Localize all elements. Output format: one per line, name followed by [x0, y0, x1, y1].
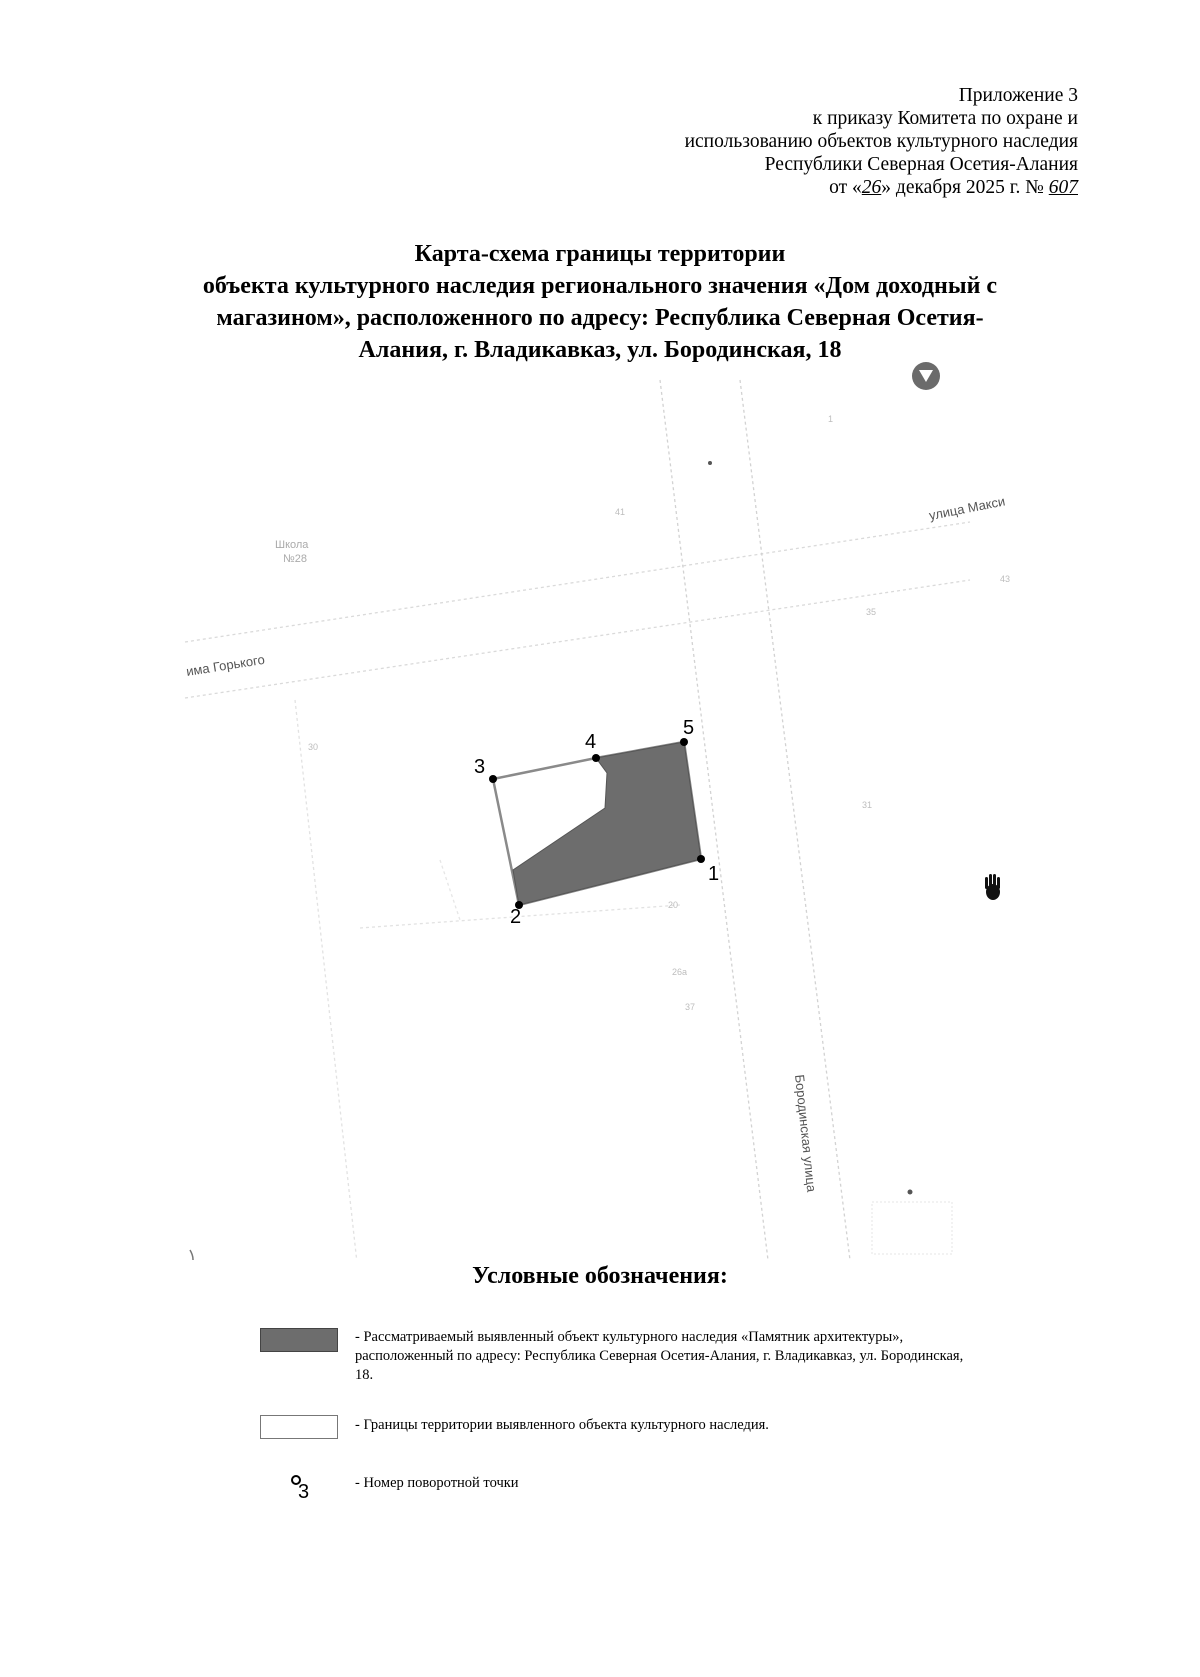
boundary-point-5 [680, 717, 694, 746]
legend-text: - Номер поворотной точки [355, 1475, 519, 1491]
date-prefix: от « [829, 177, 862, 198]
boundary-point-4 [585, 731, 600, 762]
legend-point-sample [289, 1473, 319, 1513]
order-number: 607 [1048, 177, 1078, 198]
point-label: 1 [708, 863, 720, 885]
boundary-point-2 [510, 901, 523, 928]
street-label-borodinskaya: Бородинская улица [792, 1073, 820, 1193]
title-line: объекта культурного наследия регионального значения «Дом доходный с [202, 273, 998, 299]
appendix-line: Республики Северная Осетия-Алания [764, 154, 1078, 175]
point-label: 3 [474, 756, 486, 778]
title-line: Алания, г. Владикавказ, ул. Бородинская, 18 [358, 337, 842, 363]
legend-point-number: 3 [298, 1481, 310, 1503]
date-day: 26 [861, 177, 882, 198]
house-number: 26а [672, 967, 688, 977]
legend-swatch-object [260, 1328, 338, 1352]
place-marker-icon [912, 362, 940, 390]
road-line [185, 580, 970, 698]
school-number-label: №28 [283, 553, 308, 565]
point-label: 2 [510, 906, 522, 928]
house-number: 30 [308, 742, 319, 752]
hand-icon [985, 874, 1000, 900]
house-number: 41 [615, 507, 626, 517]
road-line [295, 700, 360, 1260]
point-label: 4 [585, 731, 597, 753]
legend-text: - Рассматриваемый выявленный объект культурного наследия «Памятник архитектуры», расположенный по адресу: Республика Северная Осетия-Алания, г. Владикавказ, ул. Бородинская, 18. [355, 1329, 964, 1383]
appendix-date-line [518, 176, 1078, 199]
appendix-header [518, 84, 1078, 199]
street-label-maxim: улица Макси [927, 493, 1007, 523]
house-number: 20 [668, 900, 679, 910]
title-line: магазином», расположенного по адресу: Республика Северная Осетия- [216, 305, 984, 331]
appendix-line: использованию объектов культурного наследия [684, 131, 1078, 152]
legend-title: Условные обозначения: [472, 1263, 728, 1289]
legend-swatch-boundary [260, 1415, 338, 1439]
map-scheme [0, 360, 1200, 1260]
appendix-line: к приказу Комитета по охране и [812, 108, 1078, 129]
map-title [100, 238, 1100, 366]
boundary-point-1 [697, 855, 719, 885]
date-suffix: » декабря 2025 г. № [881, 177, 1044, 198]
house-number: 43 [1000, 574, 1011, 584]
title-line: Карта-схема границы территории [414, 241, 786, 267]
legend-text: - Границы территории выявленного объекта культурного наследия. [355, 1417, 769, 1433]
house-number: 37 [685, 1002, 696, 1012]
street-label-gorky: има Горького [185, 651, 266, 679]
point-label: 5 [683, 717, 695, 739]
monument-marker-icon [872, 1190, 952, 1255]
school-label: Школа [275, 539, 309, 551]
road-line [740, 380, 850, 1260]
house-number: 1 [828, 414, 834, 424]
appendix-line: Приложение 3 [958, 85, 1078, 106]
road-line [440, 860, 460, 920]
boundary-point-3 [474, 756, 497, 783]
house-number: 31 [862, 800, 873, 810]
house-numbers [308, 414, 1010, 1012]
house-number: 35 [866, 607, 877, 617]
